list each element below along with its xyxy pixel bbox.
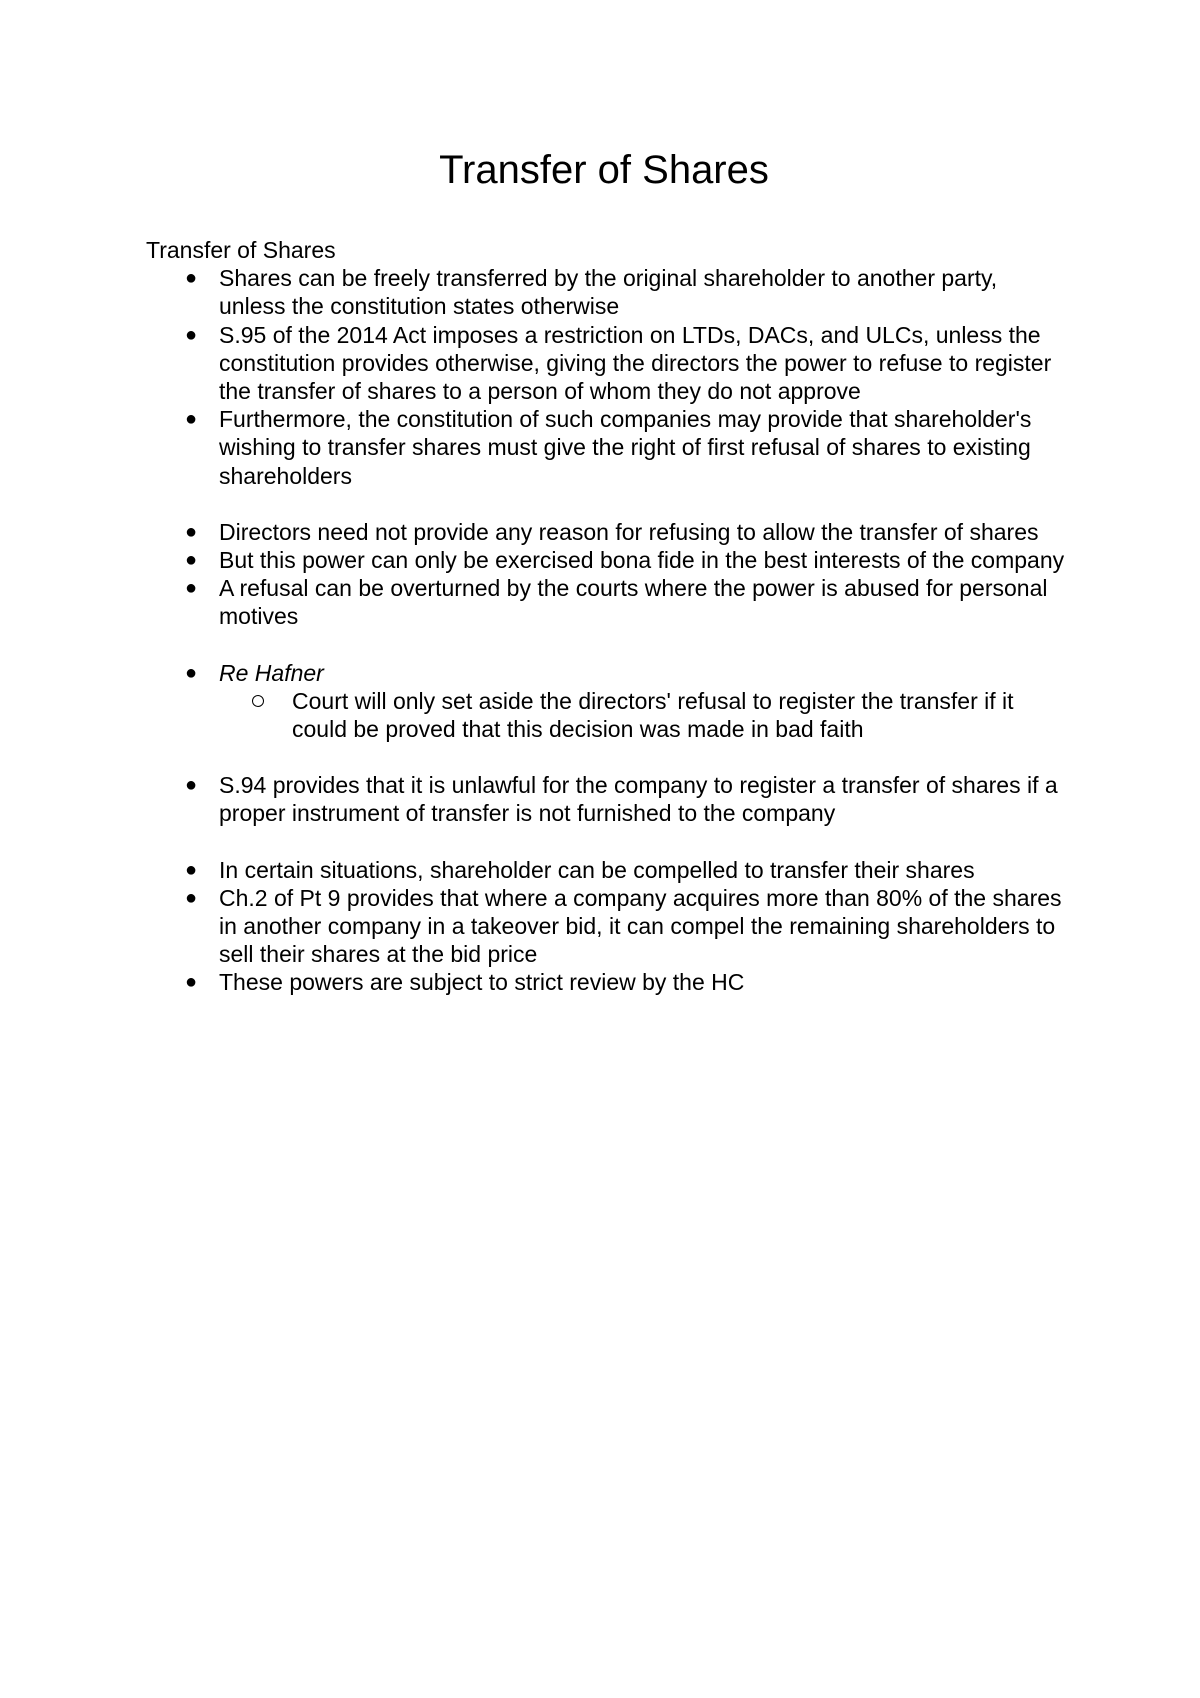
bullet-icon: ●: [184, 408, 198, 431]
bullet-icon: ●: [184, 577, 198, 600]
bullet-icon: ●: [184, 661, 198, 684]
bullet-icon: ●: [184, 971, 198, 994]
list-item-text: In certain situations, shareholder can be compelled to transfer their shares: [219, 856, 975, 883]
sub-list-item: [292, 687, 1066, 743]
sub-list-item-text: Court will only set aside the directors' refusal to register the transfer if it could be proved that this decision was made in bad faith: [292, 687, 1014, 743]
list-item: [184, 856, 1066, 884]
document-body: [146, 236, 1066, 997]
list-item: [184, 574, 1066, 630]
list-item: [184, 659, 1066, 744]
list-item-text: Directors need not provide any reason for refusing to allow the transfer of shares: [219, 518, 1039, 545]
list-item: [184, 321, 1066, 406]
hollow-bullet-icon: [252, 695, 264, 707]
bullet-icon: ●: [184, 267, 198, 290]
list-item: [184, 518, 1066, 546]
list-item-text: These powers are subject to strict review by the HC: [219, 969, 745, 996]
sub-bullet-list: [219, 687, 1066, 743]
bullet-icon: ●: [184, 774, 198, 797]
bullet-icon: ●: [184, 520, 198, 543]
bullet-icon: ●: [184, 858, 198, 881]
list-item-text: But this power can only be exercised bona fide in the best interests of the company: [219, 547, 1065, 574]
section-heading: Transfer of Shares: [146, 237, 336, 263]
list-item-text: Shares can be freely transferred by the original shareholder to another party, unless the constitution states otherwise: [219, 265, 998, 320]
page-title: Transfer of Shares: [439, 148, 769, 192]
list-item: [184, 264, 1066, 320]
list-item: [184, 546, 1066, 574]
list-item-text: S.94 provides that it is unlawful for the company to register a transfer of shares if a proper instrument of transfer is not furnished to the company: [219, 772, 1058, 827]
list-item-text: Furthermore, the constitution of such companies may provide that shareholder's wishing to transfer shares must give the right of first refusal of shares to existing shareholders: [219, 406, 1032, 489]
bullet-list: [146, 264, 1066, 996]
case-name: Re Hafner: [219, 659, 324, 686]
list-item: [184, 968, 1066, 996]
bullet-icon: ●: [184, 886, 198, 909]
bullet-icon: ●: [184, 549, 198, 572]
list-item-text: Ch.2 of Pt 9 provides that where a company acquires more than 80% of the shares in another company in a takeover bid, it can compel the remaining shareholders to sell their shares at the bid price: [219, 884, 1062, 968]
list-item: [184, 884, 1066, 969]
list-item-text: A refusal can be overturned by the courts where the power is abused for personal motives: [219, 575, 1048, 630]
list-item: [184, 771, 1066, 827]
list-item-text: S.95 of the 2014 Act imposes a restriction on LTDs, DACs, and ULCs, unless the constitution provides otherwise, giving the directors the power to refuse to register the transfer of shares to a person of whom they do not approve: [219, 321, 1052, 405]
bullet-icon: ●: [184, 323, 198, 346]
list-item: [184, 405, 1066, 490]
